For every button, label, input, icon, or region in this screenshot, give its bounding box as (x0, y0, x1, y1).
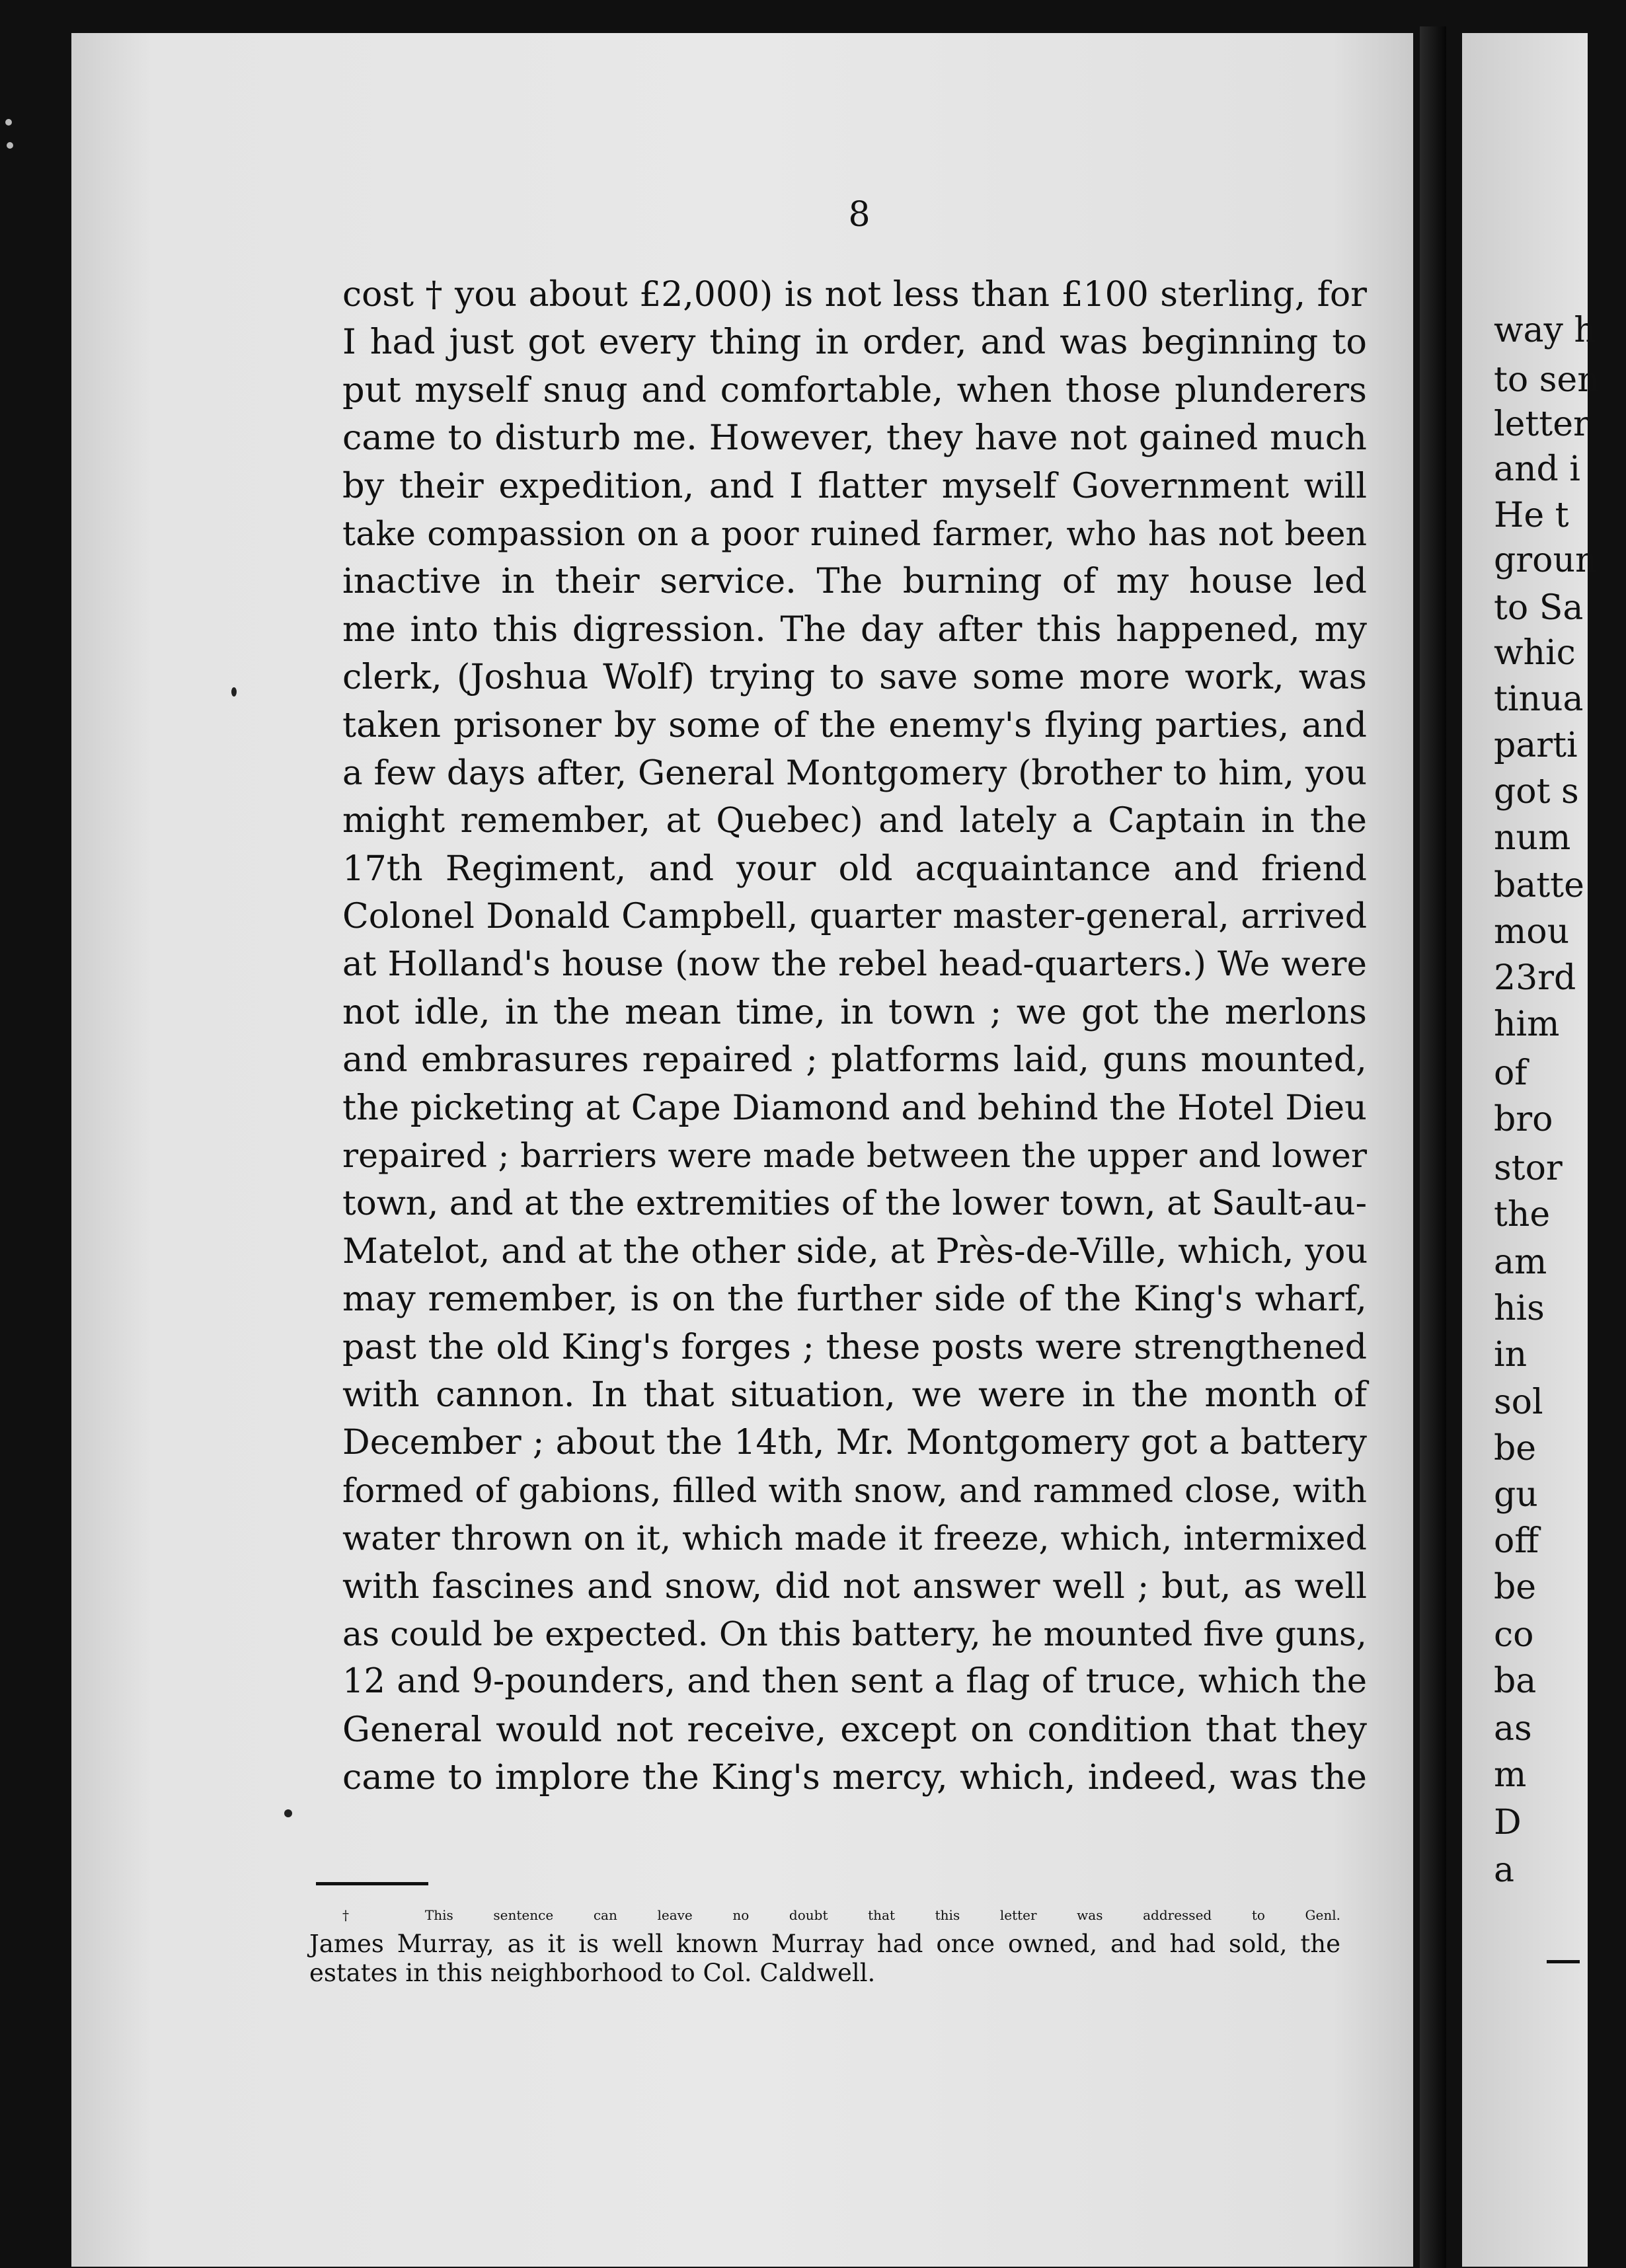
facing-page-fragment: m (1494, 1755, 1527, 1795)
facing-page-fragment: stor (1494, 1149, 1563, 1188)
facing-page-fragment: co (1494, 1615, 1534, 1655)
body-line: taken prisoner by some of the enemy's flying parties, and (342, 704, 1367, 745)
facing-page-fragment: am (1494, 1242, 1547, 1282)
body-line: the picketing at Cape Diamond and behind the Hotel Dieu (342, 1087, 1367, 1128)
body-line: me into this digression. The day after this happened, my (342, 609, 1367, 650)
facing-page-fragment: letter (1494, 404, 1590, 444)
facing-page-fragment: the (1494, 1195, 1551, 1234)
facing-page-fragment: be (1494, 1429, 1537, 1468)
facing-page-fragment: num (1494, 818, 1571, 858)
facing-page-fragment: bro (1494, 1100, 1553, 1139)
body-line: came to implore the King's mercy, which, indeed, was the (342, 1757, 1367, 1798)
body-line: repaired ; barriers were made between the upper and lower (342, 1136, 1367, 1176)
facing-page-fragment: in (1494, 1335, 1528, 1375)
footnote-line: estates in this neighborhood to Col. Caldwell. (309, 1959, 876, 1987)
footnote-rule (316, 1882, 428, 1885)
facing-page-fragment: him (1494, 1004, 1560, 1044)
body-line: December ; about the 14th, Mr. Montgomery got a battery (342, 1423, 1367, 1463)
body-line: put myself snug and comfortable, when those plunderers (342, 369, 1367, 410)
body-line: I had just got every thing in order, and was beginning to (342, 322, 1367, 363)
facing-page-fragment: of (1494, 1053, 1528, 1093)
body-line: town, and at the extremities of the lower town, at Sault-au- (342, 1184, 1367, 1224)
facing-page-fragment: and i (1494, 449, 1580, 489)
facing-page-rule (1547, 1960, 1580, 1963)
body-line: 17th Regiment, and your old acquaintance and friend (342, 848, 1367, 889)
footnote-line: † This sentence can leave no doubt that this letter was addressed to Genl. (342, 1907, 1340, 1923)
facing-page-fragment: batte (1494, 866, 1584, 905)
body-line: past the old King's forges ; these posts were strengthened (342, 1327, 1367, 1367)
facing-page-fragment: 23rd (1494, 958, 1576, 998)
edge-mark (5, 119, 12, 126)
facing-page-fragment: off (1494, 1521, 1539, 1561)
edge-mark (7, 142, 13, 149)
footnote (309, 1901, 1340, 1988)
facing-page-fragment: to sen (1494, 360, 1600, 400)
facing-page-fragment: as (1494, 1709, 1532, 1749)
facing-page-fragment: whic (1494, 633, 1576, 673)
facing-page-fragment: ba (1494, 1661, 1537, 1701)
facing-page-fragment: to Sa (1494, 588, 1584, 628)
body-line: clerk, (Joshua Wolf) trying to save some more work, was (342, 657, 1367, 698)
body-line: Matelot, and at the other side, at Près-de-Ville, which, you (342, 1230, 1368, 1271)
body-line: a few days after, General Montgomery (brother to him, you (342, 753, 1367, 793)
body-line: take compassion on a poor ruined farmer, who has not been (342, 513, 1367, 553)
body-line: inactive in their service. The burning of my house led (342, 561, 1367, 602)
margin-speck (231, 687, 237, 697)
body-line: not idle, in the mean time, in town ; we got the merlons (342, 991, 1367, 1032)
page-number: 8 (848, 195, 871, 235)
facing-page-fragment: D (1494, 1803, 1522, 1842)
facing-page-fragment: a (1494, 1850, 1515, 1890)
margin-speck (284, 1809, 292, 1817)
facing-page-fragment: his (1494, 1289, 1545, 1328)
body-line: at Holland's house (now the rebel head-quarters.) We were (342, 944, 1367, 985)
body-line: might remember, at Quebec) and lately a Captain in the (342, 800, 1367, 841)
facing-page-fragment: mou (1494, 912, 1570, 952)
body-text (342, 271, 1367, 1802)
body-line: came to disturb me. However, they have not gained much (342, 418, 1367, 459)
body-line: cost † you about £2,000) is not less than £100 sterling, for (342, 275, 1367, 315)
facing-page-fragment: groun (1494, 541, 1598, 580)
facing-page-fragment: He t (1494, 496, 1569, 535)
body-line: with fascines and snow, did not answer well ; but, as well (342, 1566, 1367, 1606)
body-line: as could be expected. On this battery, he mounted five guns, (342, 1614, 1367, 1653)
body-line: and embrasures repaired ; platforms laid, guns mounted, (342, 1040, 1367, 1080)
body-line: by their expedition, and I flatter myself Government will (342, 465, 1367, 506)
body-line: may remember, is on the further side of the King's wharf, (342, 1279, 1367, 1320)
facing-page (1462, 33, 1600, 2267)
facing-page-fragment: sol (1494, 1382, 1543, 1422)
facing-page-fragment: got s (1494, 772, 1579, 812)
body-line: General would not receive, except on condition that they (342, 1709, 1367, 1750)
facing-page-fragment: parti (1494, 726, 1578, 765)
facing-page-fragment: way h (1494, 311, 1596, 350)
body-line: formed of gabions, filled with snow, and rammed close, with (342, 1470, 1367, 1510)
body-line: with cannon. In that situation, we were in the month of (342, 1374, 1367, 1415)
body-line: Colonel Donald Campbell, quarter master-general, arrived (342, 897, 1367, 937)
book-spine (1420, 26, 1446, 2268)
facing-page-fragment: be (1494, 1568, 1537, 1607)
body-line: 12 and 9-pounders, and then sent a flag of truce, which the (342, 1662, 1367, 1702)
facing-page-fragment: tinua (1494, 679, 1584, 719)
facing-page-fragment: gu (1494, 1475, 1538, 1515)
body-line: water thrown on it, which made it freeze, which, intermixed (342, 1519, 1367, 1558)
footnote-line: James Murray, as it is well known Murray had once owned, and had sold, the (309, 1930, 1340, 1958)
